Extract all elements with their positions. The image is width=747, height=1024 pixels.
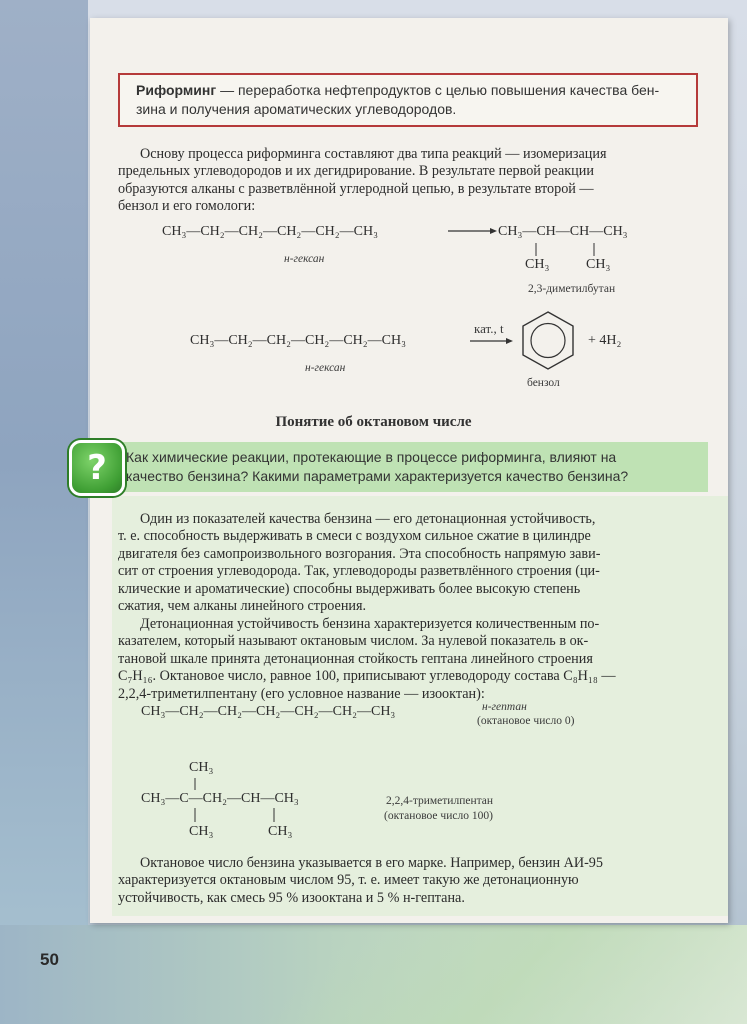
heptane-label: н-гептан <box>482 701 527 713</box>
dimethylbutane-branch-1: CH₃ <box>525 257 550 272</box>
section-heading: Понятие об октановом числе <box>275 414 472 430</box>
heptane-formula: CH₃—CH₂—CH₂—CH₂—CH₂—CH₂—CH₃ <box>141 704 396 719</box>
p4-line: устойчивость, как смесь 95 % изооктана и 5 % н-гептана. <box>118 889 465 906</box>
intro-line: бензол и его гомологи: <box>118 198 256 215</box>
definition-term: Риформинг <box>136 82 217 98</box>
definition-text-2: зина и получения ароматических углеводородов. <box>136 101 457 117</box>
dimethylbutane-branch-2: CH₃ <box>586 257 611 272</box>
catalyst-condition: кат., t <box>474 321 504 336</box>
p3-line: 2,2,4-триметилпентану (его условное название — изооктан): <box>118 685 485 702</box>
p3-line: казателем, который называют октановым числом. За нулевой показатель в ок- <box>118 633 589 650</box>
isooctane-bottom-methyl-1: CH₃ <box>189 824 214 839</box>
p3-line: тановой шкале принята детонационная стойкость гептана линейного строения <box>118 650 593 667</box>
p2-line: Один из показателей качества бензина — его детонационная устойчивость, <box>140 511 596 527</box>
p4-line: характеризуется октановым числом 95, т. е. имеет такую же детонационную <box>118 872 579 889</box>
intro-line: Основу процесса риформинга составляют два типа реакций — изомеризация <box>140 146 607 162</box>
p3-line: Детонационная устойчивость бензина характеризуется количественным по- <box>140 616 600 632</box>
p2-line: сжатия, чем алканы линейного строения. <box>118 598 367 615</box>
isooctane-formula: CH₃—C—CH₂—CH—CH₃ <box>141 791 299 806</box>
question-line: Как химические реакции, протекающие в процессе риформинга, влияют на <box>126 449 617 465</box>
hydrogen-product: + 4H₂ <box>588 333 622 348</box>
hexane-label-2: н-гексан <box>305 362 346 374</box>
question-line: качество бензина? Какими параметрами характеризуется качество бензина? <box>126 468 629 484</box>
benzene-label: бензол <box>527 377 560 389</box>
hexane-formula: CH₃—CH₂—CH₂—CH₂—CH₂—CH₃ <box>162 224 378 239</box>
dimethylbutane-label: 2,3-диметилбутан <box>528 283 616 295</box>
intro-line: образуются алканы с разветвлённой углеродной цепью, в результате второй — <box>118 180 594 197</box>
p2-line: двигателя без самопроизвольного возгорания. Эта способность напрямую зави- <box>118 545 601 562</box>
hexane-label: н-гексан <box>284 253 325 265</box>
p2-line: т. е. способность выдерживать в смеси с воздухом сильное сжатие в цилиндре <box>118 528 591 545</box>
paragraph-brand <box>118 855 708 907</box>
p4-line: Октановое число бензина указывается в его марке. Например, бензин АИ-95 <box>140 855 603 871</box>
p2-line: сит от строения углеводорода. Так, углеводороды разветвлённого строения (ци- <box>118 563 600 580</box>
isooctane-bottom-methyl-2: CH₃ <box>268 824 293 839</box>
page-number: 50 <box>40 950 59 969</box>
intro-line: предельных углеводородов и их дегидрирование. В результате первой реакции <box>118 163 594 180</box>
isooctane-label: 2,2,4-триметилпентан <box>386 795 494 807</box>
definition-text-1: — переработка нефтепродуктов с целью повышения качества бен- <box>216 82 660 98</box>
question-mark-icon: ? <box>69 440 125 496</box>
dimethylbutane-formula: CH₃—CH—CH—CH₃ <box>498 224 628 239</box>
question-box <box>112 442 708 492</box>
paragraph-detonation <box>118 511 708 615</box>
p3-line: C₇H₁₆. Октановое число, равное 100, приписывают углеводороду состава C₈H₁₈ — <box>118 668 616 685</box>
heptane-octane: (октановое число 0) <box>477 715 575 727</box>
isooctane-octane: (октановое число 100) <box>384 810 493 822</box>
paragraph-octane <box>118 616 708 703</box>
hexane-formula-2: CH₃—CH₂—CH₂—CH₂—CH₂—CH₃ <box>190 333 406 348</box>
isooctane-top-methyl: CH₃ <box>189 760 214 775</box>
p2-line: клические и ароматические) способны выдерживать более высокую степень <box>118 580 581 597</box>
